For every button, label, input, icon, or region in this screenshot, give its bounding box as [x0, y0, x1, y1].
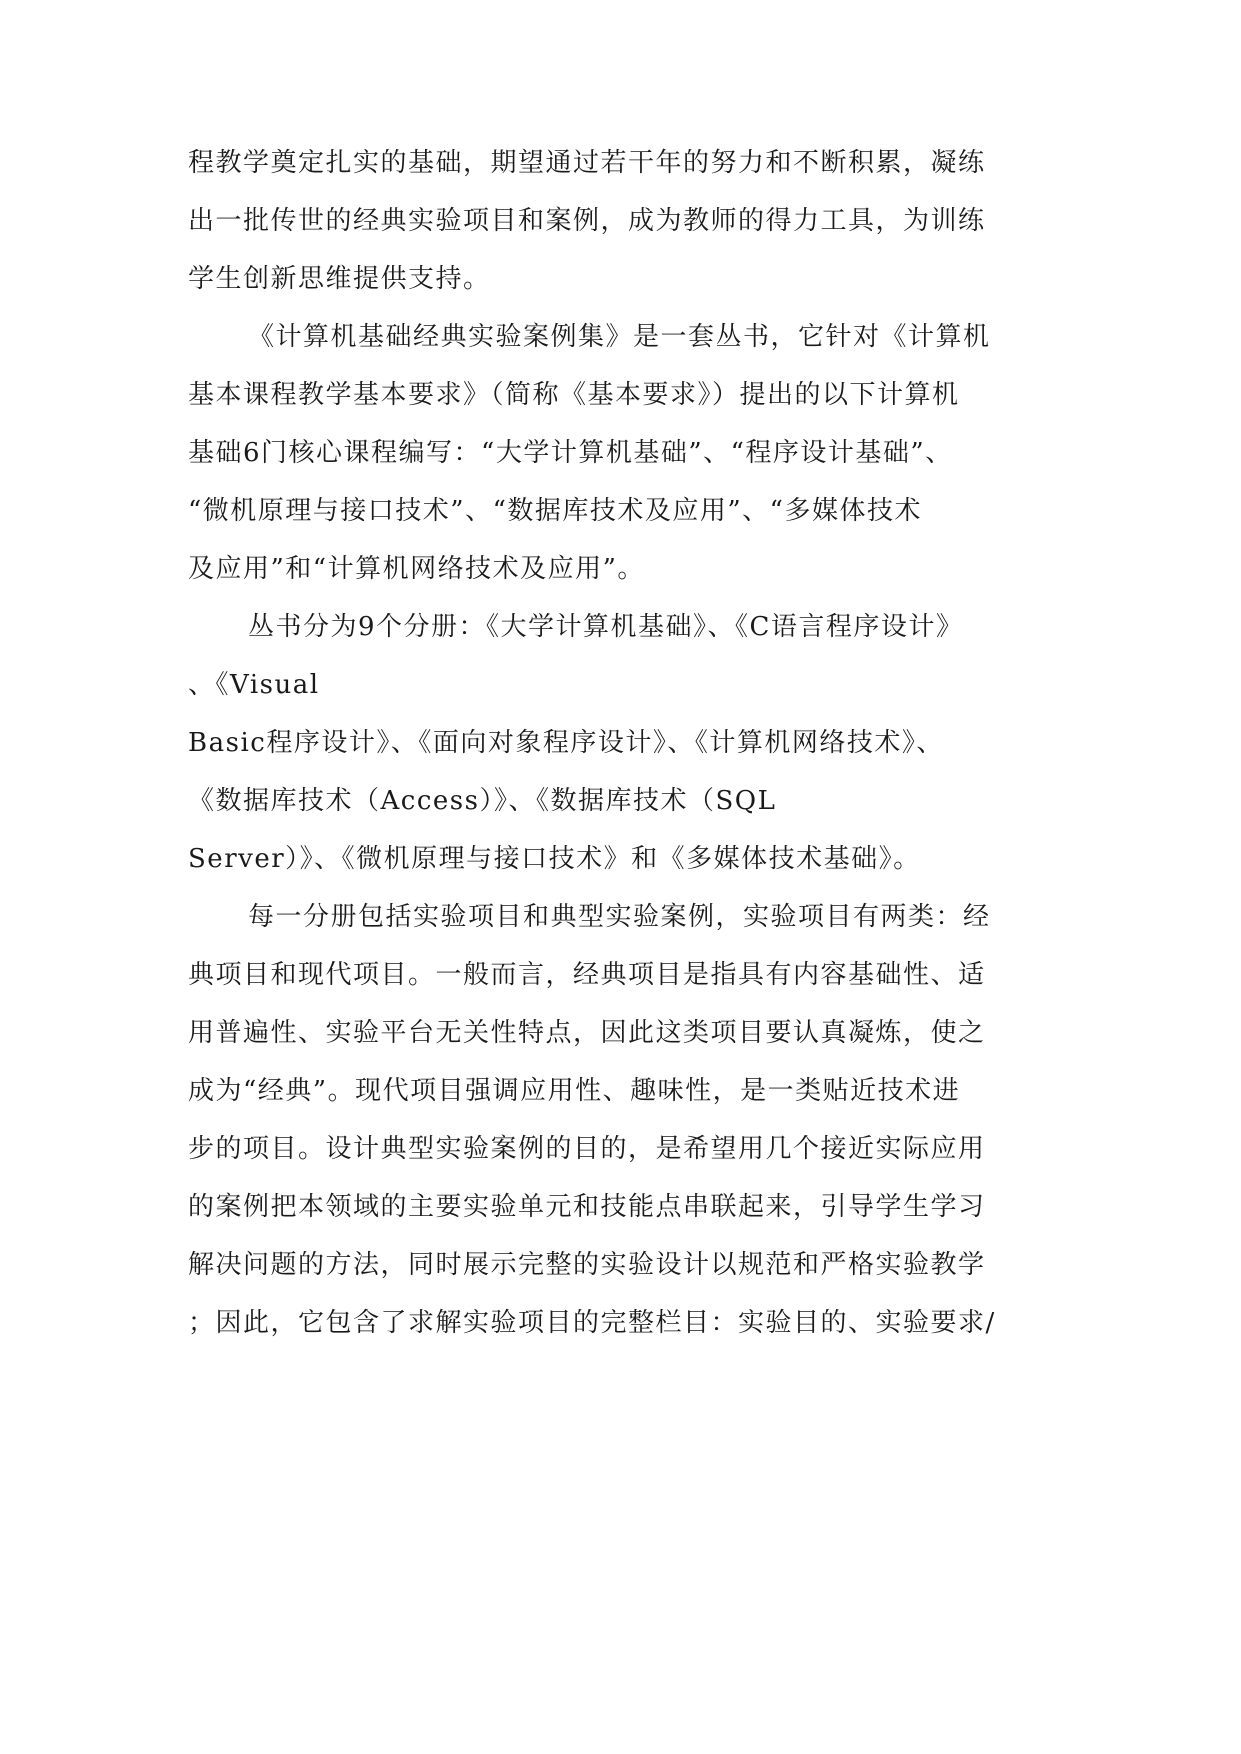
text-line-9: 丛书分为9个分册：《大学计算机基础》、《C语言程序设计》 [248, 612, 964, 642]
text-line-8: 及应用”和“计算机网络技术及应用”。 [188, 554, 645, 584]
text-line-5: 基本课程教学基本要求》（简称《基本要求》）提出的以下计算机 [188, 380, 960, 410]
text-line-20: 解决问题的方法，同时展示完整的实验设计以规范和严格实验教学 [188, 1250, 986, 1280]
text-line-17: 成为“经典”。现代项目强调应用性、趣味性，是一类贴近技术进 [188, 1076, 961, 1106]
text-line-12: 《数据库技术（Access）》、《数据库技术（SQL [188, 786, 777, 816]
text-line-10: 、《Visual [188, 670, 320, 700]
text-line-11: Basic程序设计》、《面向对象程序设计》、《计算机网络技术》、 [188, 728, 944, 758]
text-line-21: ；因此，它包含了求解实验项目的完整栏目：实验目的、实验要求/ [188, 1308, 996, 1338]
text-line-3: 学生创新思维提供支持。 [188, 264, 491, 294]
text-line-18: 步的项目。设计典型实验案例的目的，是希望用几个接近实际应用 [188, 1134, 986, 1164]
text-line-14: 每一分册包括实验项目和典型实验案例，实验项目有两类：经 [248, 902, 991, 932]
text-line-15: 典项目和现代项目。一般而言，经典项目是指具有内容基础性、适 [188, 960, 986, 990]
text-line-16: 用普遍性、实验平台无关性特点，因此这类项目要认真凝炼，使之 [188, 1018, 986, 1048]
text-line-19: 的案例把本领域的主要实验单元和技能点串联起来，引导学生学习 [188, 1192, 986, 1222]
text-line-4: 《计算机基础经典实验案例集》是一套丛书，它针对《计算机 [248, 322, 991, 352]
text-line-13: Server）》、《微机原理与接口技术》和《多媒体技术基础》。 [188, 844, 921, 874]
text-line-1: 程教学奠定扎实的基础，期望通过若干年的努力和不断积累，凝练 [188, 148, 986, 178]
text-line-6: 基础6门核心课程编写：“大学计算机基础”、“程序设计基础”、 [188, 438, 953, 468]
text-line-7: “微机原理与接口技术”、“数据库技术及应用”、“多媒体技术 [188, 496, 922, 526]
text-line-2: 出一批传世的经典实验项目和案例，成为教师的得力工具，为训练 [188, 206, 986, 236]
